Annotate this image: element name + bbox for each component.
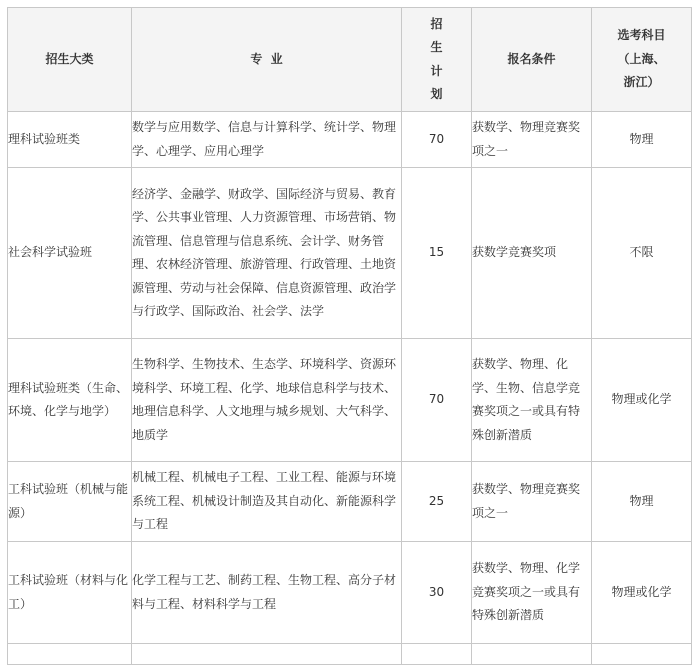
table-row [8,168,692,339]
table-row [8,112,692,168]
table-row [8,542,692,644]
subject-cell: 物理或化学 [592,339,692,462]
conditions-cell: 获数学、物理、化学、生物、信息学竞赛奖项之一或具有特殊创新潜质 [472,339,592,462]
header-plan: 招 生 计 划 [402,8,472,112]
subject-cell: 物理 [592,112,692,168]
conditions-cell: 获数学、物理、化学竞赛奖项之一或具有特殊创新潜质 [472,542,592,644]
majors-cell: 生物科学、生物技术、生态学、环境科学、资源环境科学、环境工程、化学、地球信息科学与技术、地理信息科学、人文地理与城乡规划、大气科学、地质学 [132,339,402,462]
conditions-cell: 获数学、物理竞赛奖项之一 [472,112,592,168]
majors-cell: 经济学、金融学、财政学、国际经济与贸易、教育学、公共事业管理、人力资源管理、市场营销、物流管理、信息管理与信息系统、会计学、财务管理、农林经济管理、旅游管理、行政管理、土地资源管理、劳动与社会保障、信息资源管理、政治学与行政学、国际政治、社会学、法学 [132,168,402,339]
empty-cell [8,644,132,665]
category-cell: 理科试验班类 [8,112,132,168]
majors-cell: 数学与应用数学、信息与计算科学、统计学、物理学、心理学、应用心理学 [132,112,402,168]
header-subject: 选考科目 （上海、 浙江） [592,8,692,112]
plan-cell: 25 [402,462,472,542]
empty-cell [472,644,592,665]
conditions-cell: 获数学、物理竞赛奖项之一 [472,462,592,542]
empty-cell [402,644,472,665]
table-row-partial [8,644,692,665]
table-row [8,462,692,542]
majors-cell: 机械工程、机械电子工程、工业工程、能源与环境系统工程、机械设计制造及其自动化、新能源科学与工程 [132,462,402,542]
category-cell: 工科试验班（材料与化工） [8,542,132,644]
majors-cell: 化学工程与工艺、制药工程、生物工程、高分子材料与工程、材料科学与工程 [132,542,402,644]
plan-cell: 15 [402,168,472,339]
category-cell: 工科试验班（机械与能源） [8,462,132,542]
header-majors: 专 业 [132,8,402,112]
admission-table [7,7,692,665]
header-row [8,8,692,112]
header-conditions: 报名条件 [472,8,592,112]
subject-cell: 不限 [592,168,692,339]
plan-cell: 70 [402,339,472,462]
subject-cell: 物理或化学 [592,542,692,644]
plan-cell: 30 [402,542,472,644]
subject-cell: 物理 [592,462,692,542]
conditions-cell: 获数学竞赛奖项 [472,168,592,339]
category-cell: 社会科学试验班 [8,168,132,339]
empty-cell [592,644,692,665]
plan-cell: 70 [402,112,472,168]
category-cell: 理科试验班类（生命、环境、化学与地学） [8,339,132,462]
table-row [8,339,692,462]
empty-cell [132,644,402,665]
header-category: 招生大类 [8,8,132,112]
